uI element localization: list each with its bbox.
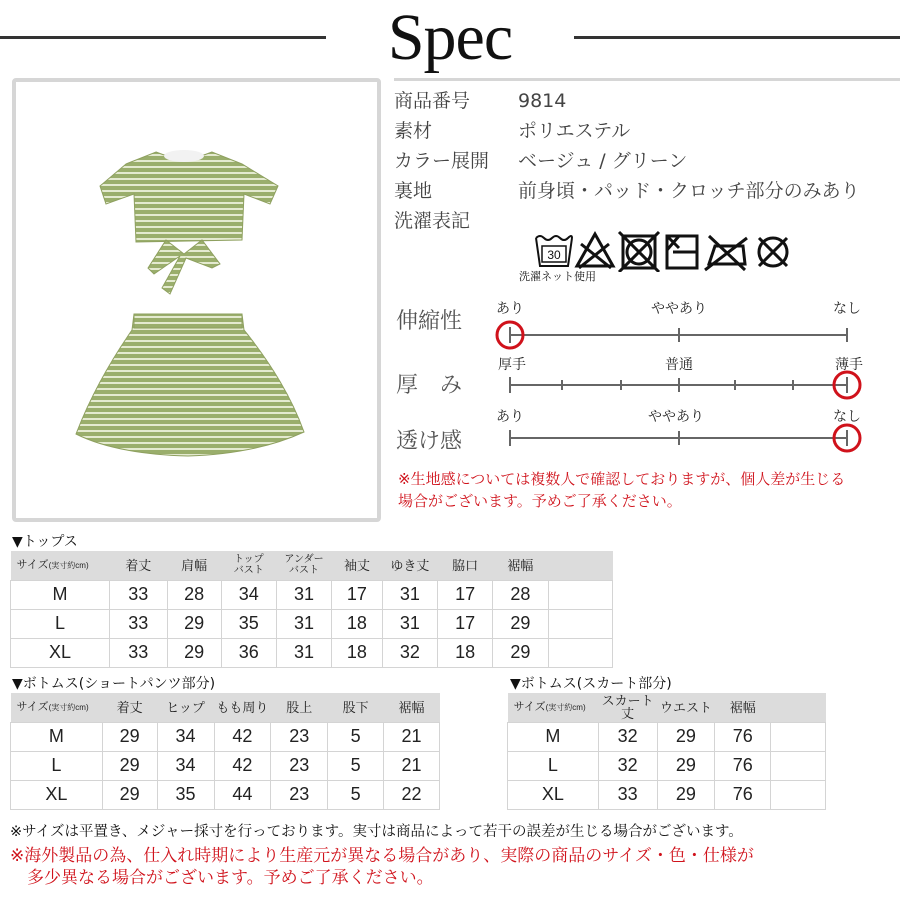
scale-tick: あり xyxy=(496,301,524,317)
scale-label-thickness: 厚 み xyxy=(396,373,463,398)
col-header: スカート丈 xyxy=(598,693,657,722)
scale-tick: なし xyxy=(833,301,861,317)
spec-row-material xyxy=(394,116,630,146)
scale-thickness xyxy=(490,366,870,406)
col-header-empty xyxy=(771,693,826,722)
spec-label: 商品番号 xyxy=(394,90,471,112)
scale-tick: ややあり xyxy=(651,301,707,317)
care-symbols xyxy=(533,230,843,272)
fabric-disclaimer-line: ※生地感については複数人で確認しておりますが、個人差が生じる xyxy=(398,470,846,488)
product-image xyxy=(12,78,381,522)
scale-tick: なし xyxy=(833,409,861,425)
measurement-note: ※サイズは平置き、メジャー採寸を行っております。実寸は商品によって若干の誤差が生じる場合がございます。 xyxy=(10,824,743,840)
no-iron-icon xyxy=(705,236,747,270)
spec-value: ポリエステル xyxy=(518,120,631,142)
care-note: 洗濯ネット使用 xyxy=(519,270,596,283)
spec-value: 前身頃・パッド・クロッチ部分のみあり xyxy=(518,180,860,202)
no-tumble-dry-icon xyxy=(619,232,659,272)
table-row: L 32 29 76 xyxy=(508,751,826,780)
scale-tick: 厚手 xyxy=(498,357,526,373)
spec-row-colors xyxy=(394,146,687,176)
col-header: 脇口 xyxy=(438,551,493,580)
col-header: 袖丈 xyxy=(332,551,383,580)
size-header: サイズ(実寸約cm) xyxy=(11,551,110,580)
scale-label-stretch: 伸縮性 xyxy=(396,309,463,334)
col-header: 裾幅 xyxy=(493,551,548,580)
overseas-note-line: ※海外製品の為、仕入れ時期により生産元が異なる場合があり、実際の商品のサイズ・色・仕様が xyxy=(10,846,754,866)
header-rule-right xyxy=(574,36,900,39)
product-illustration xyxy=(16,82,377,518)
col-header: 股上 xyxy=(271,693,328,722)
scale-stretch xyxy=(490,316,870,356)
table-row: L 29 34 42 23 5 21 xyxy=(11,751,440,780)
col-header: アンダー バスト xyxy=(276,551,331,580)
scale-tick: ややあり xyxy=(648,409,704,425)
scale-tick: あり xyxy=(496,409,524,425)
col-header: トップ バスト xyxy=(221,551,276,580)
col-header: 肩幅 xyxy=(167,551,221,580)
col-header: ゆき丈 xyxy=(382,551,437,580)
scale-tick: 薄手 xyxy=(835,357,863,373)
tops-size-table xyxy=(10,551,613,668)
fabric-disclaimer-line: 場合がございます。予めご了承ください。 xyxy=(398,492,682,510)
tops-section-title: ▼トップス xyxy=(12,534,78,550)
page-title: Spec xyxy=(387,1,513,74)
dry-flat-shade-icon xyxy=(667,236,697,268)
spec-top-rule xyxy=(394,78,900,81)
no-dry-clean-icon xyxy=(759,238,787,266)
col-header: 着丈 xyxy=(109,551,167,580)
skirt-size-table xyxy=(507,693,826,810)
no-bleach-icon xyxy=(577,234,613,268)
col-header: もも周り xyxy=(214,693,271,722)
spec-row-lining xyxy=(394,176,860,206)
spec-label: 洗濯表記 xyxy=(394,210,471,232)
table-row: M 33 28 34 31 17 31 17 28 xyxy=(11,580,613,609)
overseas-product-note xyxy=(10,845,754,889)
spec-row-product-number xyxy=(394,86,566,116)
size-header: サイズ(実寸約cm) xyxy=(508,693,599,722)
col-header-empty xyxy=(548,551,612,580)
table-row: M 29 34 42 23 5 21 xyxy=(11,722,440,751)
col-header: 着丈 xyxy=(102,693,157,722)
spec-value: ベージュ / グリーン xyxy=(518,150,688,172)
spec-label: カラー展開 xyxy=(394,150,490,172)
col-header: 裾幅 xyxy=(715,693,771,722)
scale-label-transparency: 透け感 xyxy=(396,429,463,454)
spec-label: 素材 xyxy=(394,120,433,142)
skirt-section-title: ▼ボトムス(スカート部分) xyxy=(510,676,672,692)
fabric-disclaimer xyxy=(398,468,845,512)
col-header: ヒップ xyxy=(157,693,214,722)
table-row: XL 33 29 36 31 18 32 18 29 xyxy=(11,638,613,667)
size-header: サイズ(実寸約cm) xyxy=(11,693,103,722)
col-header: 裾幅 xyxy=(384,693,440,722)
spec-label: 裏地 xyxy=(394,180,433,202)
scale-tick: 普通 xyxy=(665,357,693,373)
svg-text:30: 30 xyxy=(547,248,561,262)
header-rule-left xyxy=(0,36,326,39)
scale-transparency xyxy=(490,419,870,459)
col-header: 股下 xyxy=(328,693,384,722)
shorts-section-title: ▼ボトムス(ショートパンツ部分) xyxy=(12,676,216,692)
spec-row-care xyxy=(394,206,518,236)
spec-value: 9814 xyxy=(518,90,567,112)
col-header: ウエスト xyxy=(657,693,715,722)
table-row: XL 29 35 44 23 5 22 xyxy=(11,780,440,809)
shorts-size-table xyxy=(10,693,440,810)
table-row: XL 33 29 76 xyxy=(508,780,826,809)
wash-30-icon xyxy=(536,236,572,266)
overseas-note-line: 多少異なる場合がございます。予めご了承ください。 xyxy=(10,868,434,888)
table-row: L 33 29 35 31 18 31 17 29 xyxy=(11,609,613,638)
table-row: M 32 29 76 xyxy=(508,722,826,751)
